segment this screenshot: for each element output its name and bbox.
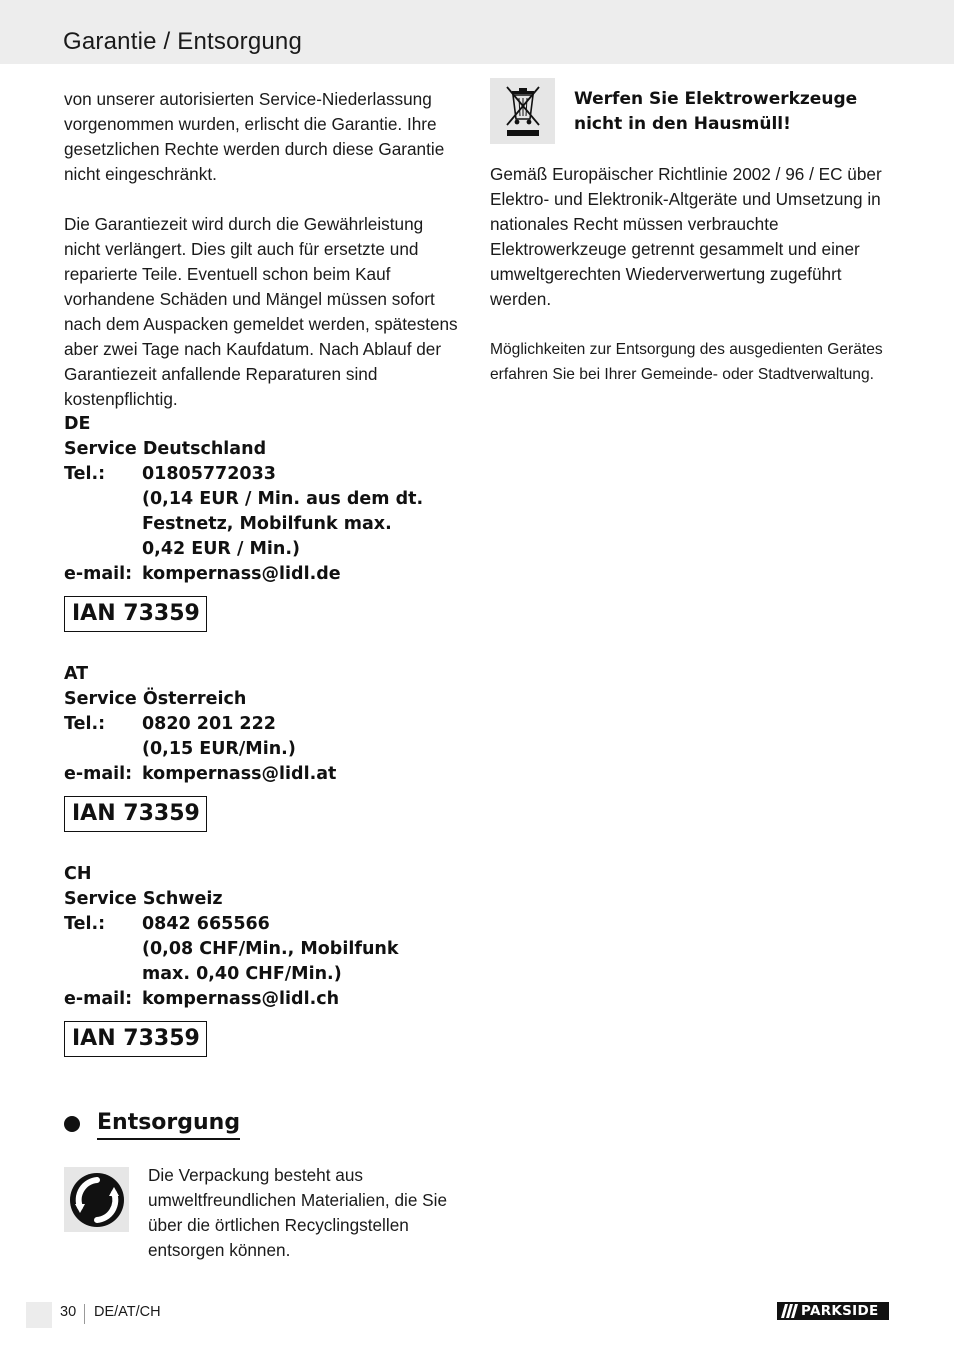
service-country: DE	[64, 414, 91, 434]
tel-note: (0,08 CHF/Min., Mobilfunk	[142, 939, 399, 959]
service-tel-row	[64, 462, 464, 487]
green-dot-recycling-icon	[64, 1167, 129, 1232]
tel-label: Tel.:	[64, 464, 106, 484]
tel-note: Festnetz, Mobilfunk max.	[142, 514, 392, 534]
service-email-row	[64, 762, 464, 787]
brand-slashes-icon	[777, 1302, 799, 1320]
tel-note: 0,42 EUR / Min.)	[142, 539, 301, 559]
footer-divider	[84, 1304, 85, 1324]
section-title: Entsorgung	[97, 1108, 240, 1140]
tel-number: 0820 201 222	[142, 714, 276, 734]
service-tel-row	[64, 912, 464, 937]
tel-label: Tel.:	[64, 714, 106, 734]
service-country: AT	[64, 664, 89, 684]
disposal-warning: Werfen Sie Elektrowerkzeuge nicht in den Hausmüll!	[574, 89, 858, 134]
directive-paragraph: Gemäß Europäischer Richtlinie 2002 / 96 / EC über Elektro- und Elektronik-Altgeräte und Umsetzung in nationales Recht müssen verbrauchte Elektrowerkzeuge getrennt gesammelt und einer umweltgerechten Wiederverwertung zugeführt werden.	[490, 164, 882, 309]
service-name: Service Deutschland	[64, 439, 267, 459]
footer-languages: DE/AT/CH	[94, 1304, 161, 1320]
packaging-text: Die Verpackung besteht aus umweltfreundlichen Materialien, die Sie über die örtlichen Recyclingstellen entsorgen können.	[148, 1165, 448, 1260]
brand-name: PARKSIDE	[801, 1303, 879, 1319]
service-block-at	[64, 662, 464, 787]
tel-note: (0,15 EUR/Min.)	[142, 739, 296, 759]
ian-box-de: IAN 73359	[64, 596, 207, 632]
brand-logo	[777, 1302, 889, 1320]
service-country: CH	[64, 864, 92, 884]
service-block-de	[64, 412, 464, 587]
tel-number: 01805772033	[142, 464, 276, 484]
service-block-ch	[64, 862, 464, 1012]
email-label: e-mail:	[64, 989, 133, 1009]
warranty-paragraph-1: von unserer autorisierten Service-Niederlassung vorgenommen wurden, erlischt die Garantie. Ihre gesetzlichen Rechte werden durch diese Garantie nicht eingeschränkt.	[64, 89, 445, 184]
ian-box-at: IAN 73359	[64, 796, 207, 832]
tel-note: (0,14 EUR / Min. aus dem dt.	[142, 489, 424, 509]
email-label: e-mail:	[64, 564, 133, 584]
footer-marker	[26, 1302, 52, 1328]
service-email-row	[64, 562, 464, 587]
bullet-icon	[64, 1116, 80, 1132]
section-heading-disposal	[64, 1108, 240, 1140]
crossed-out-wheelie-bin-icon	[490, 78, 555, 144]
email-label: e-mail:	[64, 764, 133, 784]
service-tel-row	[64, 712, 464, 737]
service-name: Service Österreich	[64, 689, 247, 709]
ian-box-ch: IAN 73359	[64, 1021, 207, 1057]
service-email-row	[64, 987, 464, 1012]
email-address: kompernass@lidl.at	[142, 764, 337, 784]
page-title: Garantie / Entsorgung	[63, 28, 303, 55]
tel-number: 0842 665566	[142, 914, 270, 934]
page-number: 30	[60, 1304, 77, 1320]
directive-text-block	[490, 162, 894, 412]
tel-label: Tel.:	[64, 914, 106, 934]
tel-note: max. 0,40 CHF/Min.)	[142, 964, 342, 984]
service-name: Service Schweiz	[64, 889, 223, 909]
email-address: kompernass@lidl.ch	[142, 989, 340, 1009]
warranty-text	[64, 87, 464, 437]
email-address: kompernass@lidl.de	[142, 564, 341, 584]
warranty-paragraph-2: Die Garantiezeit wird durch die Gewährleistung nicht verlängert. Dies gilt auch für ersetzte und reparierte Teile. Eventuell schon beim Kauf vorhandene Schäden und Mängel müssen sofort nach dem Auspacken gemeldet werden, spätestens aber zwei Tage nach Kaufdatum. Nach Ablauf der Garantiezeit anfallende Reparaturen sind kostenpflichtig.	[64, 214, 458, 409]
municipal-paragraph: Möglichkeiten zur Entsorgung des ausgedienten Gerätes erfahren Sie bei Ihrer Gemeinde- oder Stadtverwaltung.	[490, 341, 883, 383]
